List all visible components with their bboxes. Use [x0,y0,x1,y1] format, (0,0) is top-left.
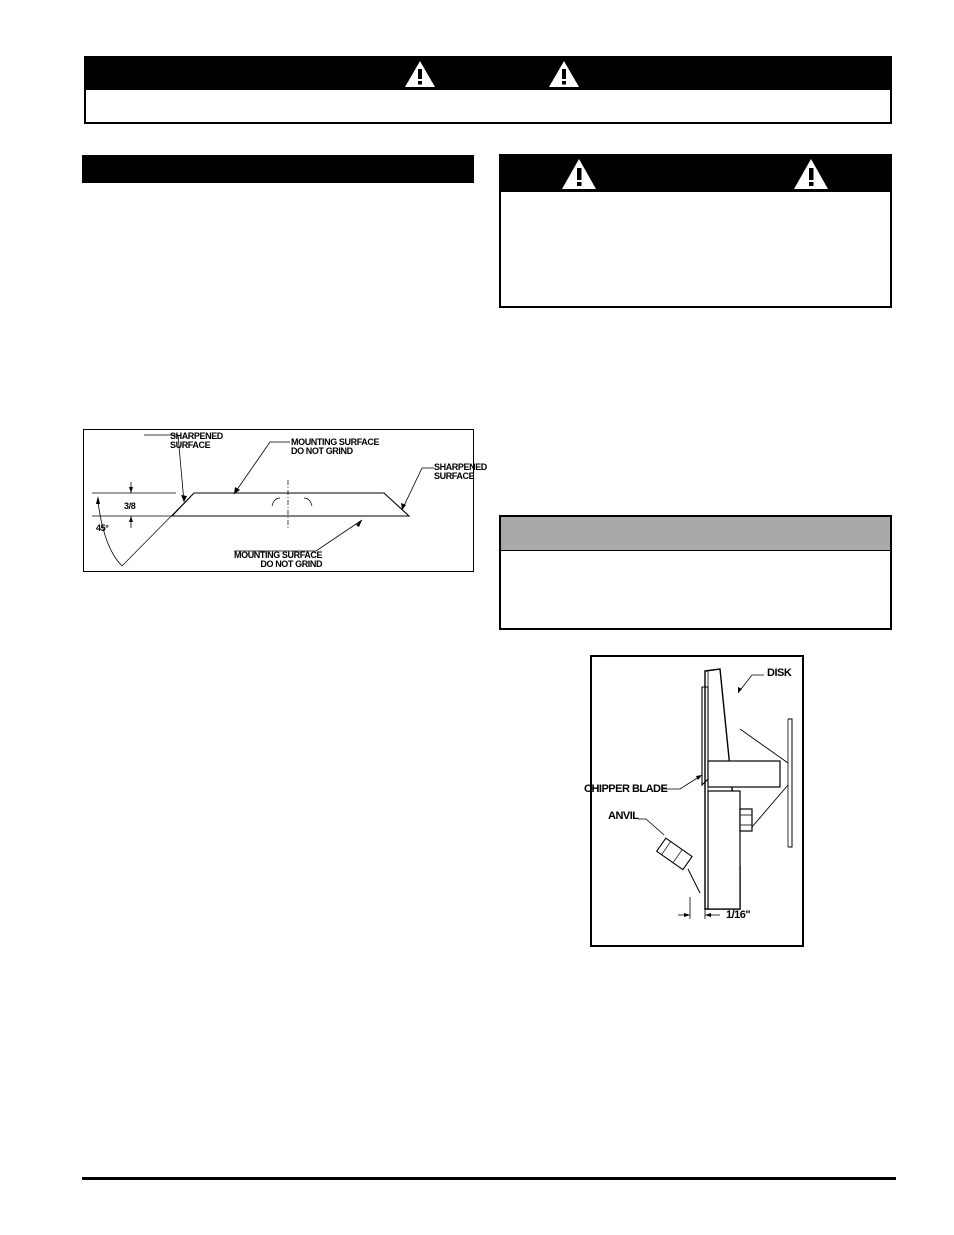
right-warning-text [509,200,884,300]
left-section-title [82,161,90,177]
footer-rule [82,1177,896,1180]
notice-text [509,559,884,623]
label-gap-1-16: 1/16" [726,909,751,921]
top-warning-text [94,96,884,120]
notice-box [499,515,892,630]
label-sharpened-surface-right: SHARPENED SURFACE [434,462,487,481]
label-mounting-surface-top: MOUNTING SURFACE DO NOT GRIND [291,437,380,456]
label-mounting-surface-bottom: MOUNTING SURFACE DO NOT GRIND [234,550,323,569]
left-section-header [82,155,474,183]
warning-triangle-icon [548,60,580,88]
warning-triangle-icon [404,60,436,88]
chipper-clearance-figure [584,655,804,947]
notice-title [501,526,509,542]
right-warning-box [499,154,892,308]
top-warning-box [84,56,892,124]
blade-sharpening-figure [83,429,487,572]
warning-triangle-icon [561,158,597,190]
label-angle-45: 45° [96,523,109,533]
top-warning-header [86,58,890,90]
right-warning-header [501,156,890,192]
label-disk: DISK [767,667,792,679]
disk-anvil-drawing [592,657,802,945]
label-sharpened-surface-left: SHARPENED SURFACE [170,431,223,450]
label-chipper-blade: CHIPPER BLADE [584,783,668,795]
label-anvil: ANVIL [608,810,639,822]
notice-header [501,517,890,551]
label-dimension-3-8: 3/8 [124,501,136,511]
warning-triangle-icon [793,158,829,190]
